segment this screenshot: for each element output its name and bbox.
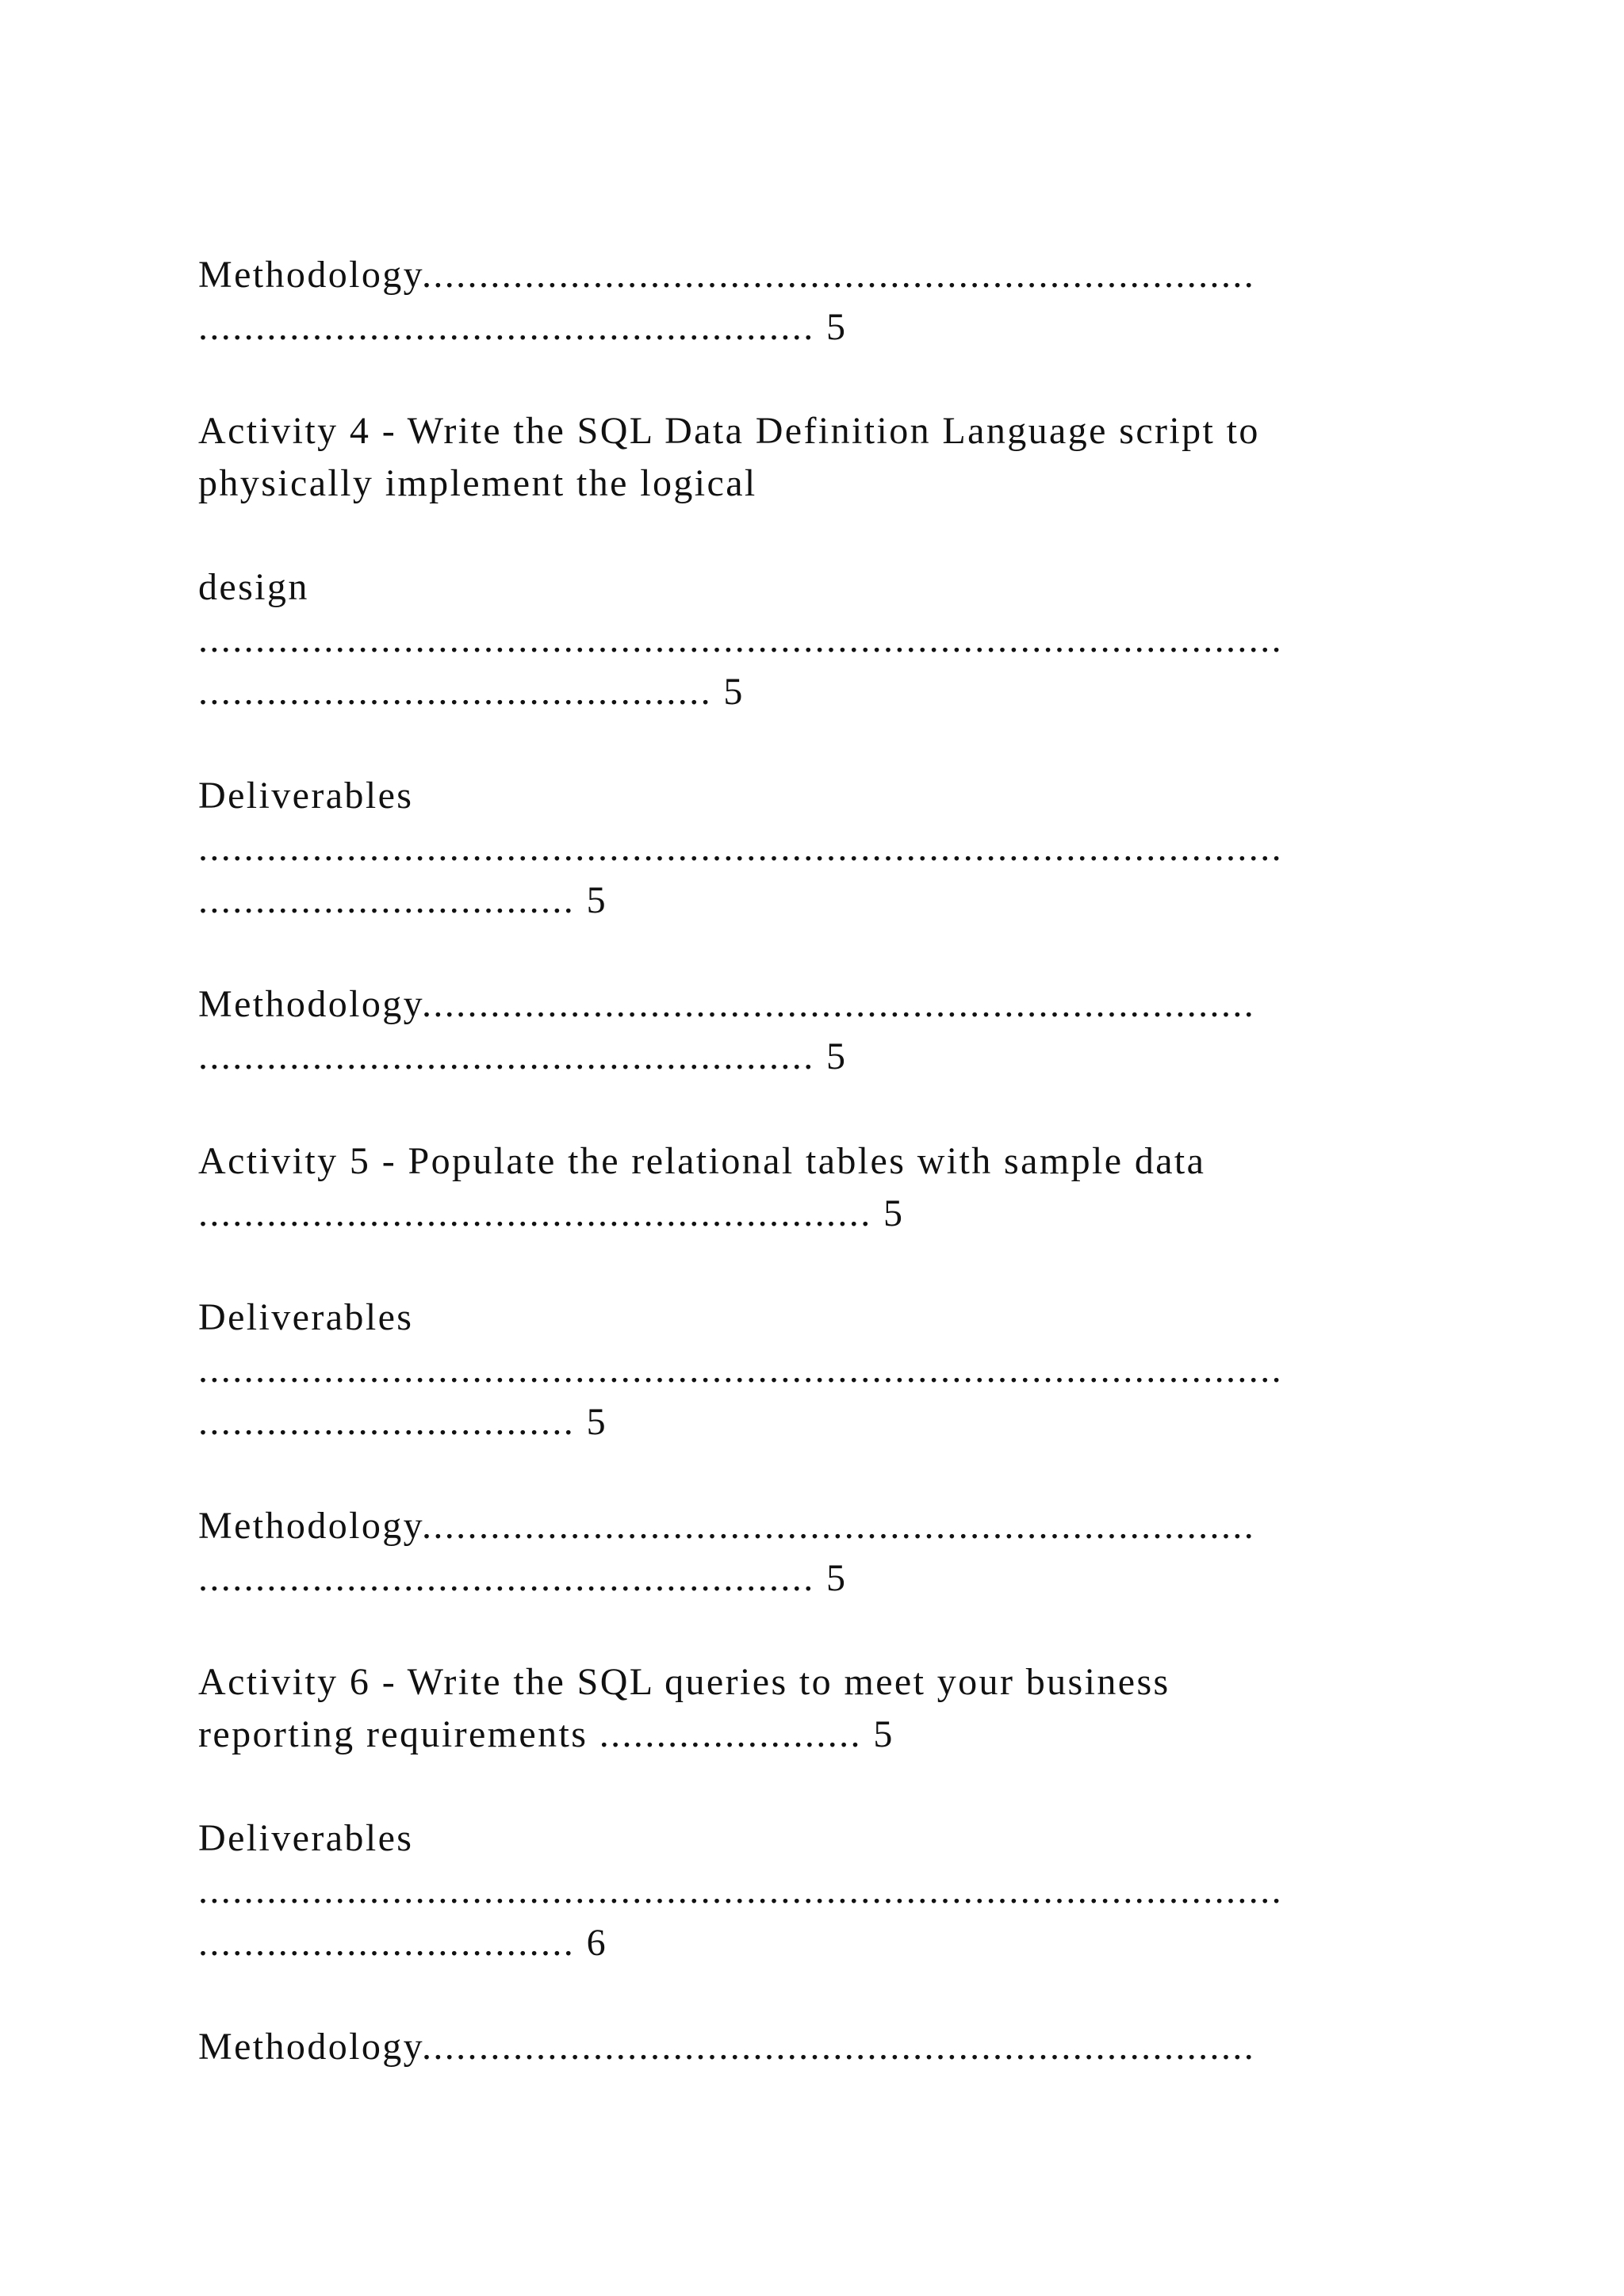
- toc-line: ...............................................................................................: [198, 1869, 1283, 1911]
- toc-line: ................................. 5: [198, 1401, 607, 1443]
- toc-line: Deliverables: [198, 775, 414, 817]
- toc-line: Methodology.........................................................................: [198, 1505, 1256, 1547]
- toc-entry-activity-5: [198, 1135, 1435, 1240]
- toc-entry-design: [198, 561, 1435, 718]
- toc-line: ...............................................................................................: [198, 1349, 1283, 1391]
- toc-entry-methodology: [198, 978, 1435, 1083]
- toc-line: ...................................................... 5: [198, 1557, 848, 1599]
- toc-line: ................................. 5: [198, 879, 607, 921]
- toc-line: ................................. 6: [198, 1922, 607, 1964]
- toc-line: Methodology.........................................................................: [198, 2026, 1256, 2068]
- toc-entry-activity-6: [198, 1656, 1435, 1761]
- toc-line: Methodology.........................................................................: [198, 983, 1256, 1025]
- toc-line: ...............................................................................................: [198, 618, 1283, 660]
- toc-line: physically implement the logical: [198, 462, 757, 504]
- toc-line: design: [198, 566, 309, 608]
- toc-line: Activity 6 - Write the SQL queries to meet your business: [198, 1661, 1170, 1703]
- toc-line: ............................................. 5: [198, 671, 745, 713]
- toc-entry-methodology: [198, 249, 1435, 354]
- toc-line: Activity 4 - Write the SQL Data Definition Language script to: [198, 410, 1260, 452]
- toc-line: ...............................................................................................: [198, 827, 1283, 869]
- toc-line: Activity 5 - Populate the relational tables with sample data: [198, 1140, 1206, 1182]
- toc-entry-methodology: [198, 1500, 1435, 1605]
- toc-entry-deliverables: [198, 770, 1435, 927]
- toc-entry-deliverables: [198, 1812, 1435, 1969]
- toc-line: reporting requirements ....................... 5: [198, 1713, 894, 1755]
- toc-line: Deliverables: [198, 1296, 414, 1338]
- toc-entry-deliverables: [198, 1292, 1435, 1448]
- toc-line: ...................................................... 5: [198, 306, 848, 348]
- toc-line: Deliverables: [198, 1817, 414, 1859]
- toc-entry-methodology: [198, 2021, 1435, 2073]
- toc-line: Methodology.........................................................................: [198, 254, 1256, 296]
- toc-line: ...................................................... 5: [198, 1035, 848, 1077]
- toc-entry-activity-4: [198, 405, 1435, 510]
- toc-line: ........................................................... 5: [198, 1192, 905, 1234]
